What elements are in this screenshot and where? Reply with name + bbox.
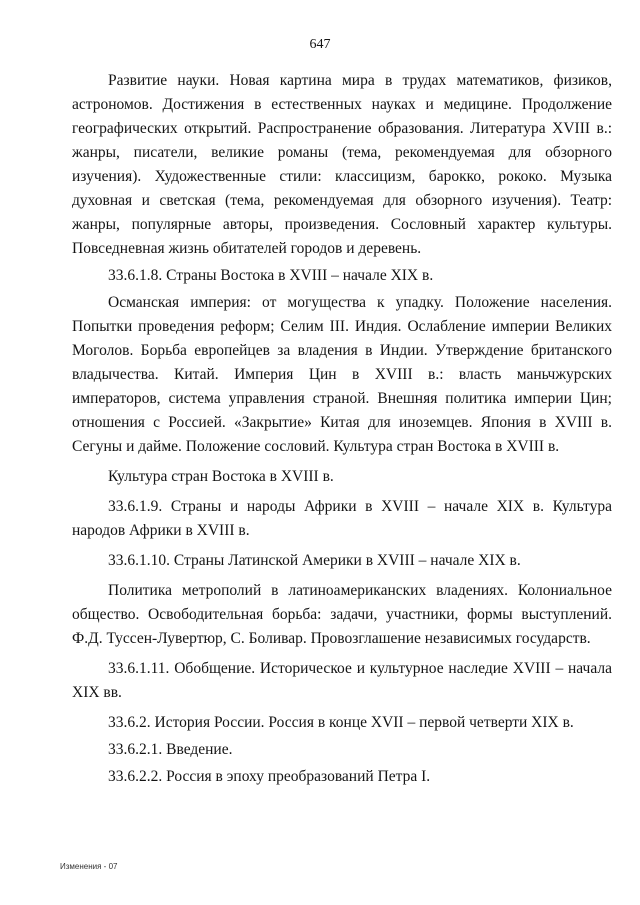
paragraph-latin-america: Политика метрополий в латиноамериканских владениях. Колониальное общество. Освободительная борьба: задачи, участники, формы выступлений. Ф.Д. Туссен-Лувертюр, С. Боливар. Провозглашение независимых государств. <box>72 582 612 647</box>
paragraph-science-culture: Развитие науки. Новая картина мира в трудах математиков, физиков, астрономов. Достижения в естественных науках и медицине. Продолжение географических открытий. Распространение образования. Литература XVIII в.: жанры, писатели, великие романы (тема, рекомендуемая для обзорного изучения). Художественные стили: классицизм, барокко, рококо. Музыка духовная и светская (тема, рекомендуемая для обзорного изучения). Театр: жанры, популярные авторы, произведения. Сословный характер культуры. Повседневная жизнь обитателей городов и деревень. <box>72 72 612 257</box>
paragraph-east-culture: Культура стран Востока в XVIII в. <box>108 468 334 485</box>
section-heading-east: 33.6.1.8. Страны Востока в XVIII – начале XIX в. <box>108 267 434 284</box>
section-heading-introduction: 33.6.2.1. Введение. <box>108 741 233 758</box>
section-heading-peter-reforms: 33.6.2.2. Россия в эпоху преобразований Петра I. <box>108 768 431 785</box>
section-heading-latin-america: 33.6.1.10. Страны Латинской Америки в XVIII – начале XIX в. <box>108 552 521 569</box>
section-heading-russia-history: 33.6.2. История России. Россия в конце XVII – первой четверти XIX в. <box>108 714 574 731</box>
page-number: 647 <box>309 37 331 52</box>
document-body <box>72 69 612 792</box>
footer-revision-note: Изменения - 07 <box>60 862 118 871</box>
paragraph-east-countries: Османская империя: от могущества к упадку. Положение населения. Попытки проведения реформ; Селим III. Индия. Ослабление империи Великих Моголов. Борьба европейцев за владения в Индии. Утверждение британского владычества. Китай. Империя Цин в XVIII в.: власть маньчжурских императоров, система управления страной. Внешняя политика империи Цин; отношения с Россией. «Закрытие» Китая для иноземцев. Япония в XVIII в. Сегуны и дайме. Положение сословий. Культура стран Востока в XVIII в. <box>72 294 612 455</box>
paragraph-africa: 33.6.1.9. Страны и народы Африки в XVIII – начале XIX в. Культура народов Африки в XVIII в. <box>72 498 612 539</box>
paragraph-generalization: 33.6.1.11. Обобщение. Историческое и культурное наследие XVIII – начала XIX вв. <box>72 660 612 701</box>
